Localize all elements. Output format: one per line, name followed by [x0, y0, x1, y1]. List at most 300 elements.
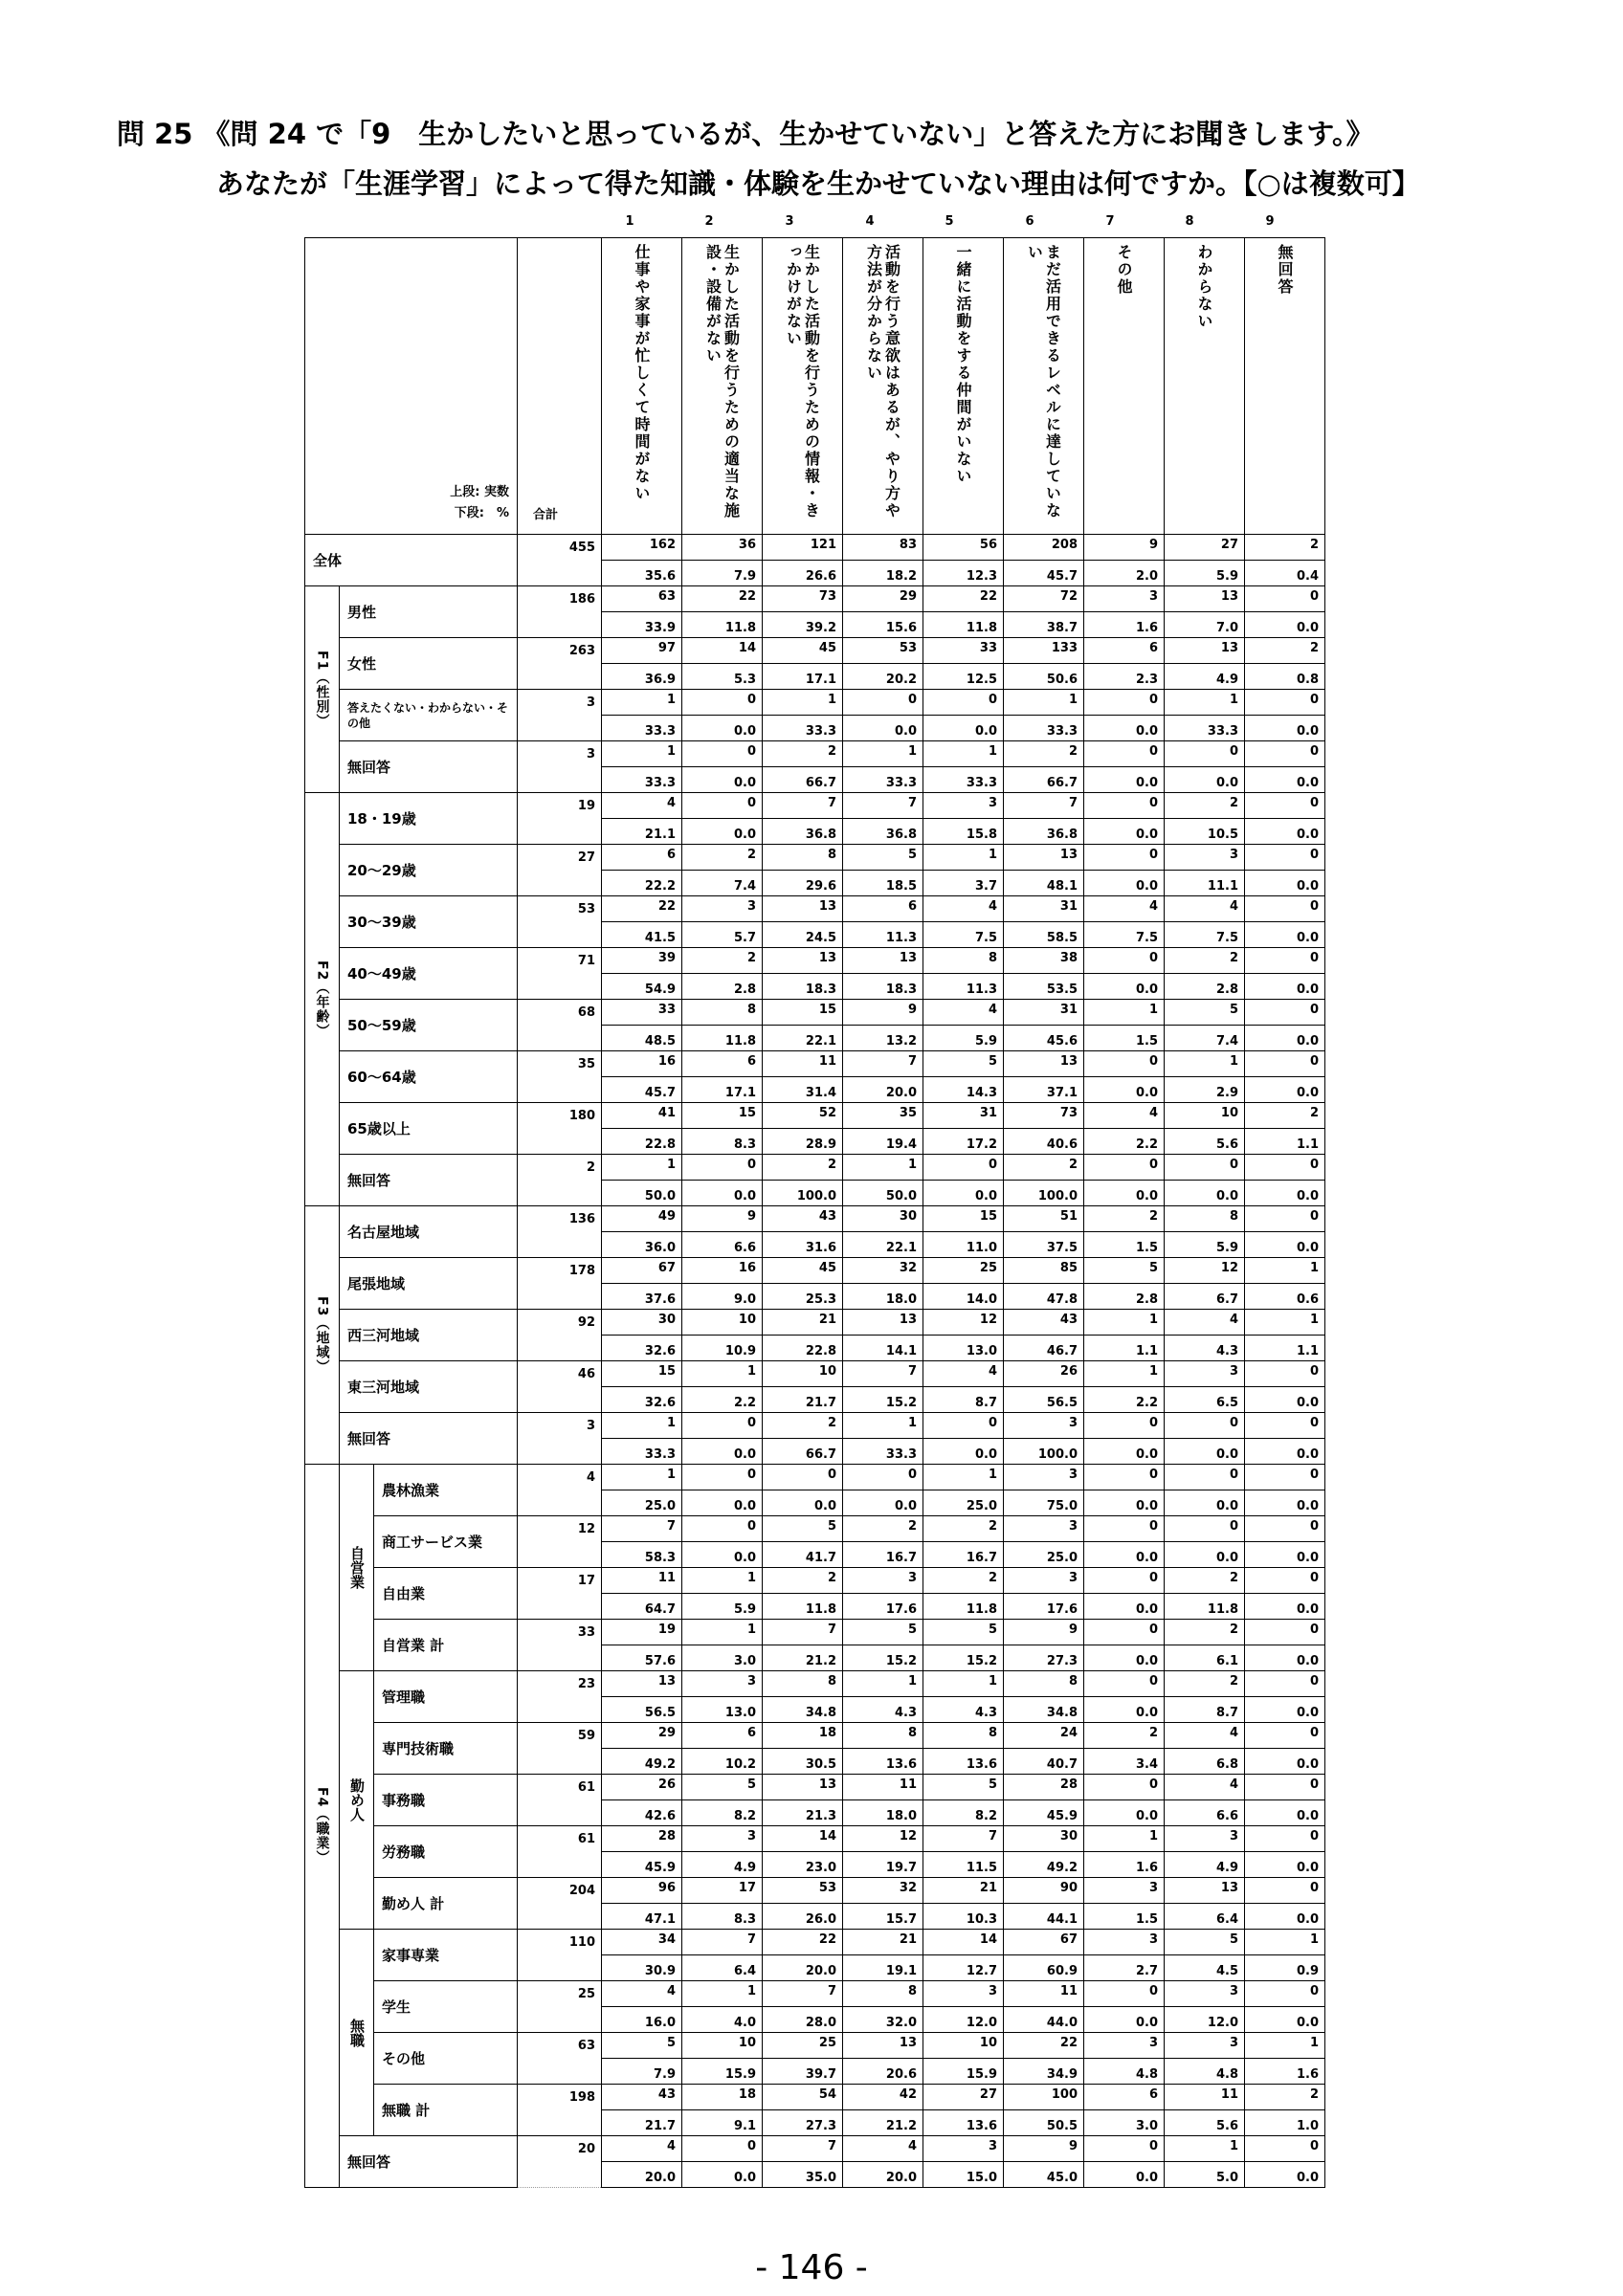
count-cell: 2: [1084, 1206, 1165, 1232]
percent-cell: 58.3: [602, 1542, 682, 1568]
percent-cell: 4.8: [1084, 2059, 1165, 2085]
count-cell: 0: [1084, 2136, 1165, 2162]
count-cell: 1: [1245, 2033, 1325, 2059]
count-cell: 0: [923, 1155, 1004, 1181]
count-cell: 45: [763, 1258, 843, 1284]
percent-cell: 100.0: [763, 1181, 843, 1206]
count-cell: 0: [1245, 1620, 1325, 1645]
percent-cell: 5.6: [1165, 1129, 1245, 1155]
percent-cell: 12.5: [923, 664, 1004, 690]
count-cell: 2: [1165, 793, 1245, 819]
percent-cell: 9.0: [682, 1284, 763, 1310]
count-cell: 8: [763, 1671, 843, 1697]
col-header: まだ活用できるレベルに達していない: [1004, 238, 1084, 535]
count-cell: 0: [1245, 1516, 1325, 1542]
percent-cell: 21.7: [602, 2110, 682, 2136]
col-number: 6: [1025, 214, 1034, 229]
percent-cell: 2.3: [1084, 664, 1165, 690]
percent-cell: 8.7: [923, 1387, 1004, 1413]
count-cell: 8: [1165, 1206, 1245, 1232]
percent-cell: 19.7: [843, 1852, 923, 1878]
count-cell: 30: [602, 1310, 682, 1336]
percent-cell: 19.1: [843, 1955, 923, 1981]
percent-cell: 10.2: [682, 1749, 763, 1775]
percent-cell: 17.1: [682, 1077, 763, 1103]
percent-cell: 8.3: [682, 1129, 763, 1155]
percent-cell: 22.8: [602, 1129, 682, 1155]
row-label: 自営業 計: [374, 1620, 518, 1671]
percent-cell: 14.1: [843, 1336, 923, 1361]
percent-cell: 15.7: [843, 1904, 923, 1930]
count-cell: 5: [923, 1775, 1004, 1800]
count-cell: 0: [923, 690, 1004, 716]
percent-cell: 0.0: [923, 1439, 1004, 1465]
percent-cell: 25.0: [1004, 1542, 1084, 1568]
count-cell: 12: [923, 1310, 1004, 1336]
percent-cell: 45.6: [1004, 1026, 1084, 1051]
percent-cell: 0.8: [1245, 664, 1325, 690]
count-cell: 3: [1084, 586, 1165, 612]
percent-cell: 5.6: [1165, 2110, 1245, 2136]
group-label-text: F3（地域）: [314, 1295, 330, 1375]
row-total: 46: [518, 1361, 602, 1413]
row-label: 無回答: [340, 741, 518, 793]
count-cell: 0: [1084, 1155, 1165, 1181]
count-cell: 2: [1165, 948, 1245, 974]
percent-cell: 12.3: [923, 561, 1004, 586]
percent-cell: 0.0: [1245, 871, 1325, 896]
percent-cell: 1.6: [1245, 2059, 1325, 2085]
percent-cell: 0.0: [1245, 1026, 1325, 1051]
table-row: [305, 1413, 1325, 1439]
percent-cell: 2.0: [1084, 561, 1165, 586]
count-cell: 1: [682, 1361, 763, 1387]
count-cell: 2: [1004, 741, 1084, 767]
count-cell: 11: [843, 1775, 923, 1800]
count-cell: 5: [923, 1620, 1004, 1645]
percent-cell: 5.7: [682, 922, 763, 948]
count-cell: 0: [682, 1155, 763, 1181]
count-cell: 3: [1084, 1930, 1165, 1955]
count-cell: 33: [602, 1000, 682, 1026]
percent-cell: 0.0: [1084, 1439, 1165, 1465]
row-total: 53: [518, 896, 602, 948]
percent-cell: 18.5: [843, 871, 923, 896]
count-cell: 10: [763, 1361, 843, 1387]
table-row: [305, 1051, 1325, 1077]
row-label: 全体: [305, 535, 518, 586]
percent-cell: 0.0: [1084, 974, 1165, 1000]
percent-cell: 11.5: [923, 1852, 1004, 1878]
count-cell: 67: [1004, 1930, 1084, 1955]
count-cell: 7: [763, 1620, 843, 1645]
table-row: [305, 1465, 1325, 1490]
percent-cell: 1.5: [1084, 1232, 1165, 1258]
percent-cell: 26.6: [763, 561, 843, 586]
percent-cell: 11.0: [923, 1232, 1004, 1258]
count-cell: 1: [602, 1413, 682, 1439]
table-row: [305, 793, 1325, 819]
count-cell: 0: [682, 1516, 763, 1542]
percent-cell: 0.0: [682, 2162, 763, 2188]
count-cell: 11: [1165, 2085, 1245, 2110]
row-total: 35: [518, 1051, 602, 1103]
percent-cell: 0.0: [1165, 1542, 1245, 1568]
percent-cell: 21.7: [763, 1387, 843, 1413]
percent-cell: 9.1: [682, 2110, 763, 2136]
percent-cell: 37.5: [1004, 1232, 1084, 1258]
row-label: 農林漁業: [374, 1465, 518, 1516]
count-cell: 29: [843, 586, 923, 612]
count-cell: 0: [1245, 741, 1325, 767]
count-cell: 38: [1004, 948, 1084, 974]
percent-cell: 32.6: [602, 1387, 682, 1413]
row-total: 92: [518, 1310, 602, 1361]
percent-cell: 46.7: [1004, 1336, 1084, 1361]
count-cell: 56: [923, 535, 1004, 561]
count-cell: 45: [763, 638, 843, 664]
count-cell: 0: [1084, 1516, 1165, 1542]
percent-cell: 4.3: [1165, 1336, 1245, 1361]
percent-cell: 45.0: [1004, 2162, 1084, 2188]
percent-cell: 11.8: [923, 1594, 1004, 1620]
count-cell: 4: [923, 1000, 1004, 1026]
percent-cell: 53.5: [1004, 974, 1084, 1000]
count-cell: 14: [923, 1930, 1004, 1955]
count-cell: 25: [923, 1258, 1004, 1284]
percent-cell: 7.9: [682, 561, 763, 586]
percent-cell: 44.0: [1004, 2007, 1084, 2033]
count-cell: 2: [1084, 1723, 1165, 1749]
count-cell: 5: [763, 1516, 843, 1542]
percent-cell: 18.3: [763, 974, 843, 1000]
count-cell: 0: [1084, 1568, 1165, 1594]
percent-cell: 50.0: [843, 1181, 923, 1206]
percent-cell: 10.9: [682, 1336, 763, 1361]
count-cell: 3: [1165, 2033, 1245, 2059]
percent-cell: 0.0: [1084, 1800, 1165, 1826]
percent-cell: 66.7: [1004, 767, 1084, 793]
count-cell: 13: [1165, 638, 1245, 664]
count-cell: 6: [1084, 638, 1165, 664]
row-total: 110: [518, 1930, 602, 1981]
count-cell: 1: [1084, 1000, 1165, 1026]
percent-cell: 36.8: [1004, 819, 1084, 845]
count-cell: 0: [1245, 845, 1325, 871]
count-cell: 1: [682, 1620, 763, 1645]
table-row: [305, 1000, 1325, 1026]
percent-cell: 56.5: [602, 1697, 682, 1723]
count-cell: 43: [763, 1206, 843, 1232]
percent-cell: 14.3: [923, 1077, 1004, 1103]
percent-cell: 11.3: [843, 922, 923, 948]
percent-cell: 16.7: [843, 1542, 923, 1568]
count-cell: 0: [1245, 1568, 1325, 1594]
percent-cell: 0.0: [1084, 1542, 1165, 1568]
percent-cell: 5.0: [1165, 2162, 1245, 2188]
row-total: 455: [518, 535, 602, 586]
count-cell: 39: [602, 948, 682, 974]
percent-cell: 60.9: [1004, 1955, 1084, 1981]
percent-cell: 4.5: [1165, 1955, 1245, 1981]
count-cell: 1: [923, 845, 1004, 871]
percent-cell: 26.0: [763, 1904, 843, 1930]
percent-cell: 0.0: [763, 1490, 843, 1516]
table-row: [305, 845, 1325, 871]
count-cell: 0: [1245, 793, 1325, 819]
row-total: 198: [518, 2085, 602, 2136]
percent-cell: 32.6: [602, 1336, 682, 1361]
count-cell: 133: [1004, 638, 1084, 664]
count-cell: 2: [763, 1568, 843, 1594]
percent-cell: 40.6: [1004, 1129, 1084, 1155]
row-total: 20: [518, 2136, 602, 2188]
count-cell: 0: [1084, 845, 1165, 871]
percent-cell: 18.0: [843, 1800, 923, 1826]
percent-cell: 22.1: [763, 1026, 843, 1051]
col-header: 生かした活動を行うための情報・きっかけがない: [763, 238, 843, 535]
col-header: わからない: [1165, 238, 1245, 535]
percent-cell: 7.5: [1165, 922, 1245, 948]
count-cell: 0: [1084, 1671, 1165, 1697]
count-cell: 3: [923, 2136, 1004, 2162]
row-label: 60～64歳: [340, 1051, 518, 1103]
percent-cell: 13.0: [682, 1697, 763, 1723]
table-row: [305, 1826, 1325, 1852]
col-header: 一緒に活動をする仲間がいない: [923, 238, 1004, 535]
row-label: その他: [374, 2033, 518, 2085]
percent-cell: 66.7: [763, 767, 843, 793]
count-cell: 0: [1245, 1155, 1325, 1181]
row-total: 68: [518, 1000, 602, 1051]
percent-cell: 30.5: [763, 1749, 843, 1775]
col-number: 8: [1185, 214, 1194, 229]
percent-cell: 33.3: [923, 767, 1004, 793]
col-number: 2: [704, 214, 714, 229]
table-row: [305, 1155, 1325, 1181]
percent-cell: 35.6: [602, 561, 682, 586]
count-cell: 1: [602, 1465, 682, 1490]
count-cell: 36: [682, 535, 763, 561]
percent-cell: 0.0: [1245, 1542, 1325, 1568]
count-cell: 14: [763, 1826, 843, 1852]
percent-cell: 0.0: [1165, 1439, 1245, 1465]
percent-cell: 29.6: [763, 871, 843, 896]
percent-cell: 39.7: [763, 2059, 843, 2085]
count-cell: 67: [602, 1258, 682, 1284]
percent-cell: 0.0: [1245, 1749, 1325, 1775]
count-cell: 1: [923, 741, 1004, 767]
row-label: 65歳以上: [340, 1103, 518, 1155]
count-cell: 22: [602, 896, 682, 922]
count-cell: 0: [1084, 1775, 1165, 1800]
percent-cell: 36.0: [602, 1232, 682, 1258]
row-total: 25: [518, 1981, 602, 2033]
row-label: 自由業: [374, 1568, 518, 1620]
row-total: 186: [518, 586, 602, 638]
percent-cell: 4.9: [1165, 664, 1245, 690]
group-label-text: F4（職業）: [314, 1786, 330, 1866]
percent-cell: 47.8: [1004, 1284, 1084, 1310]
percent-cell: 36.9: [602, 664, 682, 690]
count-cell: 0: [1245, 1671, 1325, 1697]
percent-cell: 54.9: [602, 974, 682, 1000]
percent-cell: 4.0: [682, 2007, 763, 2033]
count-cell: 0: [1245, 948, 1325, 974]
count-cell: 13: [1004, 845, 1084, 871]
count-cell: 73: [763, 586, 843, 612]
percent-cell: 11.8: [682, 612, 763, 638]
count-cell: 4: [843, 2136, 923, 2162]
count-cell: 10: [682, 1310, 763, 1336]
subgroup-label: [340, 1930, 374, 2136]
percent-cell: 11.3: [923, 974, 1004, 1000]
percent-cell: 4.9: [682, 1852, 763, 1878]
count-cell: 7: [843, 1361, 923, 1387]
count-cell: 3: [843, 1568, 923, 1594]
percent-cell: 6.8: [1165, 1749, 1245, 1775]
percent-cell: 0.0: [682, 1542, 763, 1568]
row-label: 50～59歳: [340, 1000, 518, 1051]
percent-cell: 20.6: [843, 2059, 923, 2085]
percent-cell: 0.0: [1245, 1852, 1325, 1878]
percent-cell: 0.0: [1245, 1594, 1325, 1620]
count-cell: 0: [1245, 1775, 1325, 1800]
count-cell: 3: [1165, 845, 1245, 871]
percent-cell: 22.8: [763, 1336, 843, 1361]
row-total: 12: [518, 1516, 602, 1568]
percent-cell: 0.0: [1245, 1490, 1325, 1516]
count-cell: 31: [1004, 896, 1084, 922]
percent-cell: 4.3: [923, 1697, 1004, 1723]
percent-cell: 12.7: [923, 1955, 1004, 1981]
count-cell: 0: [1245, 1206, 1325, 1232]
percent-cell: 18.2: [843, 561, 923, 586]
row-total: 59: [518, 1723, 602, 1775]
count-cell: 28: [602, 1826, 682, 1852]
table-row: [305, 1206, 1325, 1232]
count-cell: 0: [1245, 1361, 1325, 1387]
percent-cell: 50.0: [602, 1181, 682, 1206]
count-cell: 1: [1084, 1310, 1165, 1336]
percent-cell: 50.5: [1004, 2110, 1084, 2136]
percent-cell: 12.0: [923, 2007, 1004, 2033]
group-label-text: F1（性別）: [314, 650, 330, 729]
count-cell: 4: [1084, 1103, 1165, 1129]
count-cell: 1: [843, 741, 923, 767]
count-cell: 0: [1165, 1465, 1245, 1490]
col-header: 生かした活動を行うための適当な施設・設備がない: [682, 238, 763, 535]
row-label: 尾張地域: [340, 1258, 518, 1310]
percent-cell: 11.8: [763, 1594, 843, 1620]
count-cell: 53: [763, 1878, 843, 1904]
count-cell: 18: [682, 2085, 763, 2110]
percent-cell: 35.0: [763, 2162, 843, 2188]
percent-cell: 1.6: [1084, 612, 1165, 638]
percent-cell: 1.1: [1084, 1336, 1165, 1361]
percent-cell: 37.6: [602, 1284, 682, 1310]
count-cell: 7: [1004, 793, 1084, 819]
count-cell: 8: [682, 1000, 763, 1026]
row-label: 名古屋地域: [340, 1206, 518, 1258]
percent-cell: 57.6: [602, 1645, 682, 1671]
row-total: 178: [518, 1258, 602, 1310]
count-cell: 7: [843, 1051, 923, 1077]
count-cell: 85: [1004, 1258, 1084, 1284]
row-total: 63: [518, 2033, 602, 2085]
percent-cell: 16.0: [602, 2007, 682, 2033]
percent-cell: 36.8: [843, 819, 923, 845]
percent-cell: 15.2: [843, 1387, 923, 1413]
count-cell: 4: [1165, 1310, 1245, 1336]
count-cell: 0: [1245, 586, 1325, 612]
count-cell: 10: [682, 2033, 763, 2059]
count-cell: 0: [923, 1413, 1004, 1439]
count-cell: 96: [602, 1878, 682, 1904]
count-cell: 7: [763, 1981, 843, 2007]
row-total: 180: [518, 1103, 602, 1155]
count-cell: 2: [682, 845, 763, 871]
percent-cell: 33.3: [763, 716, 843, 741]
percent-cell: 3.7: [923, 871, 1004, 896]
count-cell: 72: [1004, 586, 1084, 612]
col-number: 7: [1105, 214, 1115, 229]
table-row: [305, 1310, 1325, 1336]
percent-cell: 33.3: [1004, 716, 1084, 741]
count-cell: 4: [923, 896, 1004, 922]
percent-cell: 0.0: [1084, 1077, 1165, 1103]
row-total: 71: [518, 948, 602, 1000]
group-label-text: F2（年齢）: [314, 960, 330, 1039]
percent-cell: 0.0: [1084, 1697, 1165, 1723]
count-cell: 0: [1084, 1981, 1165, 2007]
percent-cell: 16.7: [923, 1542, 1004, 1568]
percent-cell: 0.0: [1084, 767, 1165, 793]
count-cell: 5: [682, 1775, 763, 1800]
row-label: 無回答: [340, 1413, 518, 1465]
percent-cell: 0.0: [923, 716, 1004, 741]
row-label: 事務職: [374, 1775, 518, 1826]
percent-cell: 0.0: [1245, 767, 1325, 793]
percent-cell: 56.5: [1004, 1387, 1084, 1413]
percent-cell: 0.0: [1245, 2007, 1325, 2033]
count-cell: 5: [843, 845, 923, 871]
percent-cell: 0.0: [1245, 1232, 1325, 1258]
count-cell: 15: [602, 1361, 682, 1387]
count-cell: 3: [1004, 1568, 1084, 1594]
count-cell: 15: [682, 1103, 763, 1129]
col-number: 9: [1265, 214, 1275, 229]
percent-cell: 7.4: [682, 871, 763, 896]
count-cell: 35: [843, 1103, 923, 1129]
count-cell: 4: [602, 1981, 682, 2007]
row-label: 無回答: [340, 1155, 518, 1206]
percent-cell: 0.9: [1245, 1955, 1325, 1981]
percent-cell: 41.5: [602, 922, 682, 948]
count-cell: 2: [1245, 2085, 1325, 2110]
percent-cell: 45.7: [602, 1077, 682, 1103]
percent-cell: 19.4: [843, 1129, 923, 1155]
table-row: [305, 690, 1325, 716]
legend-lower: 下段: %: [454, 506, 509, 520]
row-label: 20～29歳: [340, 845, 518, 896]
percent-cell: 0.0: [1245, 1387, 1325, 1413]
count-cell: 0: [1245, 896, 1325, 922]
percent-cell: 20.0: [843, 2162, 923, 2188]
table-row: [305, 2085, 1325, 2110]
percent-cell: 5.9: [682, 1594, 763, 1620]
percent-cell: 20.2: [843, 664, 923, 690]
